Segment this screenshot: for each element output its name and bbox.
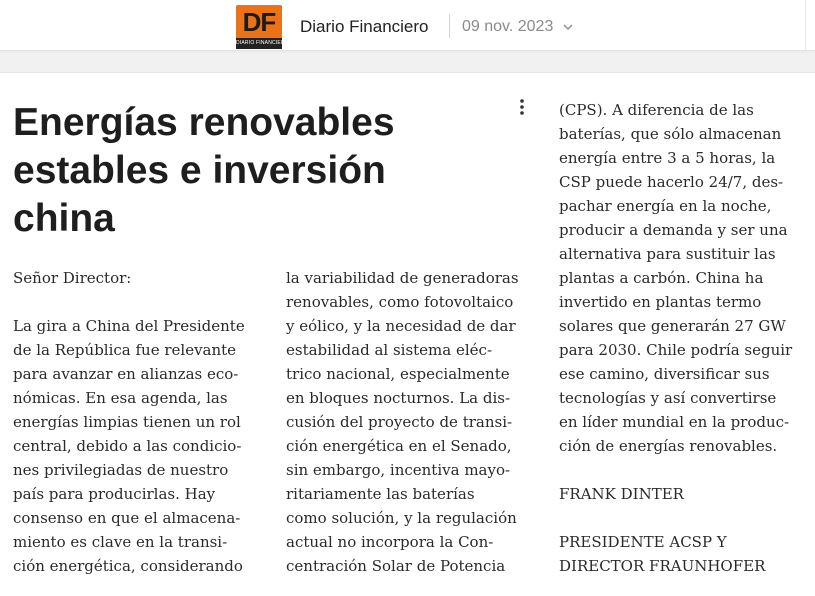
text-line: consenso en que el almacena- [13,509,241,527]
text-line: plantas a carbón. China ha [559,269,764,287]
top-bar-edge [805,0,806,50]
text-line: de la República fue relevante [13,341,237,359]
text-line: nes privilegiadas de nuestro [13,461,229,479]
text-line: sin embargo, incentiva mayo- [286,461,511,479]
text-line: Señor Director: [13,269,132,287]
header-divider [449,14,450,38]
logo-letters: DF [242,7,276,37]
text-line: ción energética, considerando [13,557,243,575]
text-line: ción de energías renovables. [559,437,778,455]
text-line: centración Solar de Potencia [286,557,506,575]
text-line: ritariamente las baterías [286,485,475,503]
article-column-2 [286,266,536,578]
text-line: para 2030. Chile podría seguir [559,341,793,359]
text-line: tecnologías y así convertirse [559,389,777,407]
logo-subtext: DIARIO FINANCIERO [236,38,282,49]
top-bar [0,0,815,51]
issue-date-value: 09 nov. 2023 [462,18,554,35]
text-line: en bloques nocturnos. La dis- [286,389,511,407]
more-vertical-icon[interactable] [512,97,532,117]
author-title: PRESIDENTE ACSP Y [559,533,727,551]
issue-date-select[interactable] [462,17,574,37]
chevron-down-icon [562,22,574,32]
text-line: ese camino, diversificar sus [559,365,770,383]
text-line: energías limpias tienen un rol [13,413,241,431]
article-page [0,72,815,596]
text-line: CSP puede hacerlo 24/7, des- [559,173,784,191]
article-column-3 [559,98,809,578]
paragraph-gap [13,290,263,314]
text-line: miento es clave en la transi- [13,533,228,551]
title-line: Energías renovables [13,101,395,144]
text-line: en líder mundial en la produc- [559,413,790,431]
text-line: cusión del proyecto de transi- [286,413,513,431]
text-line: trico nacional, especialmente [286,365,510,383]
author-title: DIRECTOR FRAUNHOFER [559,557,766,575]
text-line: producir a demanda y ser una [559,221,788,239]
text-line: baterías, que sólo almacenan [559,125,782,143]
text-line: pachar energía en la noche, [559,197,772,215]
text-line: para avanzar en alianzas eco- [13,365,239,383]
article-column-1 [13,266,263,578]
text-line: nómicas. En esa agenda, las [13,389,228,407]
text-line: central, debido a las condicio- [13,437,242,455]
text-line: alternativa para sustituir las [559,245,776,263]
text-line: solares que generarán 27 GW [559,317,786,335]
text-line: La gira a China del Presidente [13,317,245,335]
author-name: FRANK DINTER [559,485,684,503]
text-line: estabilidad al sistema eléc- [286,341,493,359]
text-line: y eólico, y la necesidad de dar [286,317,516,335]
publication-name[interactable]: Diario Financiero [300,17,429,36]
text-line: como solución, y la regulación [286,509,517,527]
article-title [13,99,443,243]
text-line: país para producirlas. Hay [13,485,216,503]
publication-logo[interactable] [236,5,289,49]
paragraph-gap [559,506,809,530]
text-line: renovables, como fotovoltaico [286,293,514,311]
title-line: china [13,197,115,240]
text-line: energía entre 3 a 5 horas, la [559,149,776,167]
text-line: actual no incorpora la Con- [286,533,494,551]
paragraph-gap [559,458,809,482]
title-line: estables e inversión [13,149,386,192]
text-line: la variabilidad de generadoras [286,269,519,287]
text-line: invertido en plantas termo [559,293,762,311]
text-line: ción energética en el Senado, [286,437,512,455]
text-line: (CPS). A diferencia de las [559,101,754,119]
